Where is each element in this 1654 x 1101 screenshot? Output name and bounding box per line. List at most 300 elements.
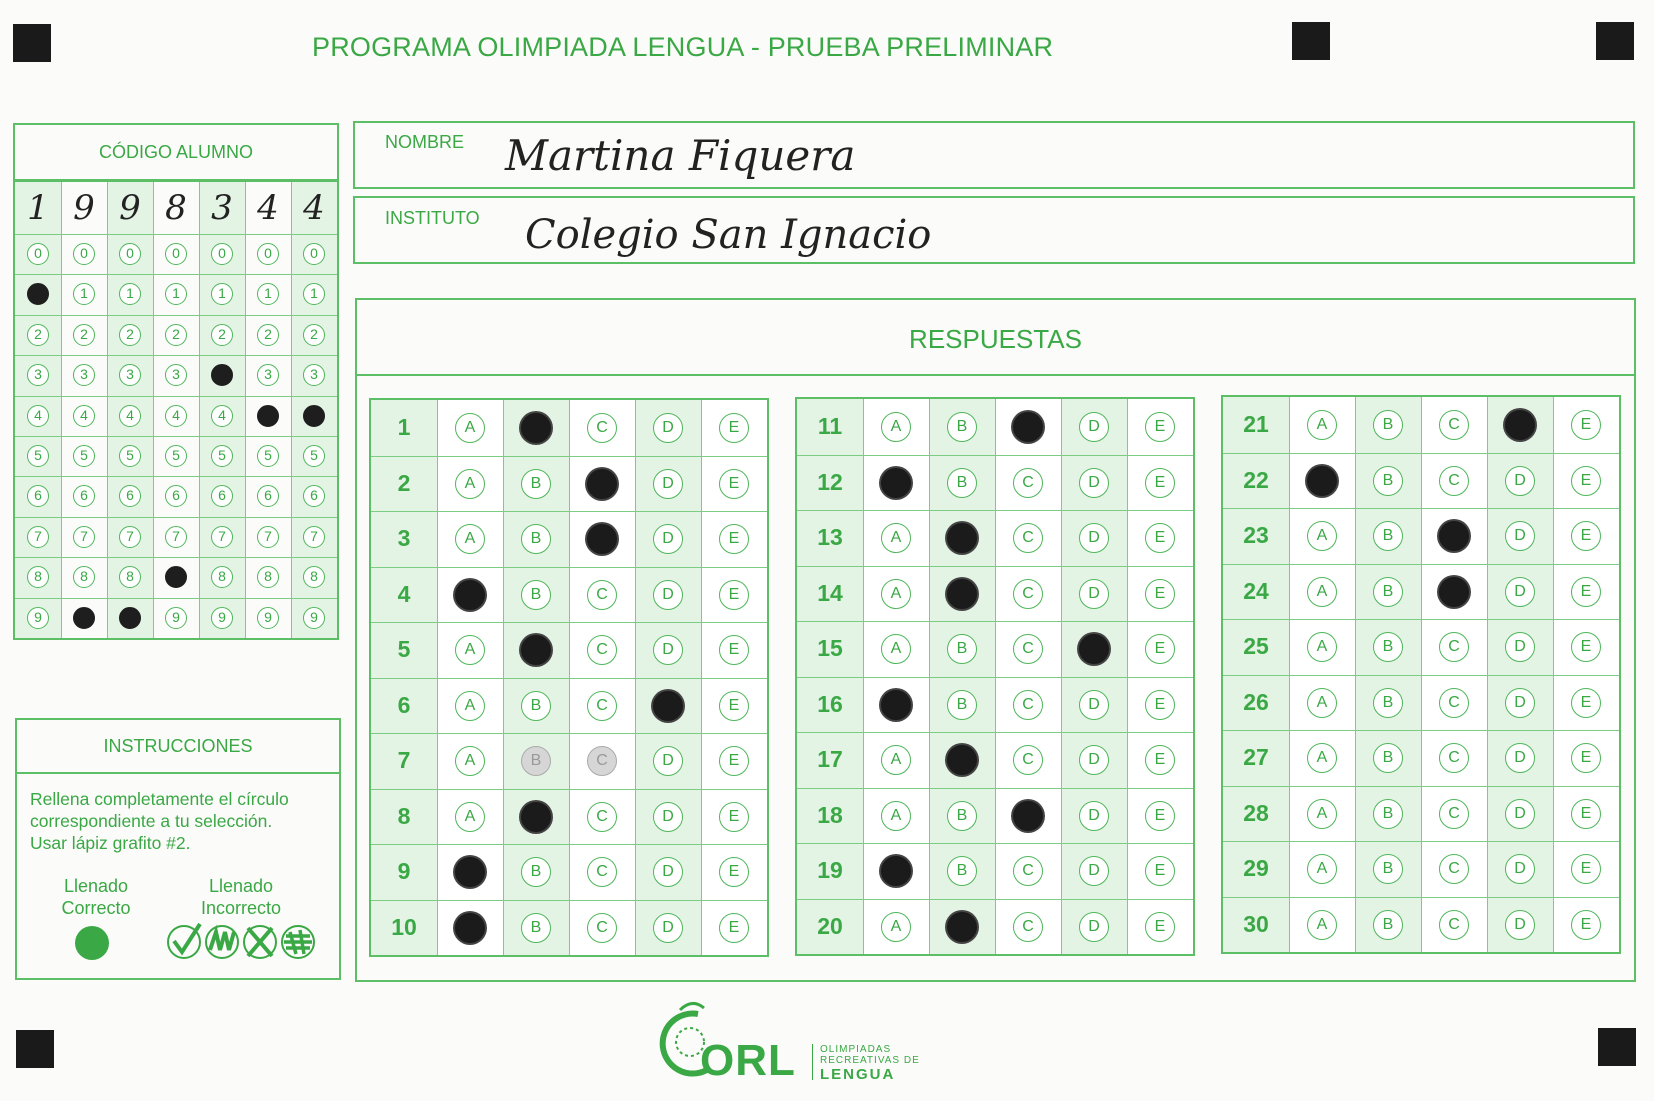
option-bubble-c[interactable]: C xyxy=(587,635,617,665)
code-bubble[interactable]: 0 xyxy=(165,243,187,265)
answer-cell xyxy=(1355,508,1421,564)
option-bubble-b[interactable] xyxy=(947,523,977,553)
option-bubble-d[interactable]: D xyxy=(1505,521,1535,551)
code-column xyxy=(199,182,245,638)
option-bubble-e[interactable]: E xyxy=(1145,634,1175,664)
code-bubble[interactable]: 2 xyxy=(303,324,325,346)
option-bubble-a[interactable]: A xyxy=(881,579,911,609)
option-bubble-a[interactable] xyxy=(1307,466,1337,496)
code-bubble[interactable] xyxy=(211,364,233,386)
option-bubble-d[interactable]: D xyxy=(653,857,683,887)
code-bubble[interactable]: 8 xyxy=(73,566,95,588)
option-bubble-e[interactable]: E xyxy=(1571,743,1601,773)
option-bubble-b[interactable]: B xyxy=(521,580,551,610)
answer-cell xyxy=(1061,843,1127,899)
question-number: 3 xyxy=(371,511,437,567)
code-bubble[interactable]: 5 xyxy=(73,445,95,467)
grid-line xyxy=(199,182,200,638)
code-bubble[interactable]: 2 xyxy=(73,324,95,346)
option-bubble-d[interactable]: D xyxy=(653,802,683,832)
instructions-line: correspondiente a tu selección. xyxy=(30,811,273,831)
code-bubble[interactable]: 5 xyxy=(303,445,325,467)
option-bubble-e[interactable]: E xyxy=(1571,910,1601,940)
grid-line xyxy=(61,182,62,638)
option-bubble-b[interactable]: B xyxy=(521,691,551,721)
answer-cell xyxy=(1355,841,1421,897)
option-bubble-b[interactable] xyxy=(947,912,977,942)
code-bubble[interactable]: 3 xyxy=(119,364,141,386)
question-number: 17 xyxy=(797,732,863,788)
option-bubble-c[interactable]: C xyxy=(1439,854,1469,884)
code-bubble[interactable]: 6 xyxy=(257,485,279,507)
option-bubble-b[interactable]: B xyxy=(521,469,551,499)
option-bubble-c[interactable] xyxy=(1439,521,1469,551)
option-bubble-b[interactable] xyxy=(521,413,551,443)
code-bubble[interactable]: 8 xyxy=(257,566,279,588)
option-bubble-c[interactable]: C xyxy=(1013,745,1043,775)
option-bubble-d[interactable]: D xyxy=(1505,577,1535,607)
answer-cell xyxy=(1421,786,1487,842)
code-bubble[interactable]: 1 xyxy=(211,283,233,305)
option-bubble-a[interactable]: A xyxy=(1307,577,1337,607)
option-bubble-b[interactable]: B xyxy=(521,746,551,776)
code-bubble[interactable]: 5 xyxy=(165,445,187,467)
answer-cell xyxy=(1355,397,1421,453)
question-number: 19 xyxy=(797,843,863,899)
grid-line xyxy=(863,399,864,954)
option-bubble-c[interactable]: C xyxy=(1439,688,1469,718)
code-bubble[interactable]: 7 xyxy=(303,526,325,548)
option-bubble-a[interactable] xyxy=(455,913,485,943)
grid-line xyxy=(503,400,504,955)
answer-cell xyxy=(569,789,635,845)
code-bubble[interactable]: 6 xyxy=(27,485,49,507)
option-bubble-c[interactable]: C xyxy=(587,857,617,887)
option-bubble-e[interactable]: E xyxy=(1571,466,1601,496)
answer-cell xyxy=(1421,397,1487,453)
code-bubble[interactable]: 0 xyxy=(27,243,49,265)
code-bubble[interactable]: 4 xyxy=(211,405,233,427)
option-bubble-e[interactable]: E xyxy=(1145,912,1175,942)
option-bubble-a[interactable]: A xyxy=(1307,410,1337,440)
option-bubble-d[interactable]: D xyxy=(653,413,683,443)
code-bubble[interactable]: 1 xyxy=(165,283,187,305)
option-bubble-d[interactable]: D xyxy=(653,913,683,943)
code-bubble[interactable]: 7 xyxy=(165,526,187,548)
option-bubble-d[interactable]: D xyxy=(1505,854,1535,884)
option-bubble-c[interactable]: C xyxy=(1439,799,1469,829)
option-bubble-c[interactable]: C xyxy=(587,802,617,832)
option-bubble-c[interactable]: C xyxy=(587,580,617,610)
option-bubble-e[interactable]: E xyxy=(1571,688,1601,718)
option-bubble-d[interactable]: D xyxy=(1079,856,1109,886)
code-bubble[interactable]: 9 xyxy=(165,607,187,629)
option-bubble-a[interactable]: A xyxy=(455,469,485,499)
answer-cell xyxy=(635,456,701,512)
option-bubble-b[interactable] xyxy=(947,745,977,775)
code-bubble[interactable]: 1 xyxy=(73,283,95,305)
option-bubble-b[interactable]: B xyxy=(1373,410,1403,440)
option-bubble-e[interactable]: E xyxy=(1145,523,1175,553)
option-bubble-d[interactable]: D xyxy=(1079,745,1109,775)
option-bubble-b[interactable]: B xyxy=(1373,910,1403,940)
option-bubble-c[interactable]: C xyxy=(587,413,617,443)
code-bubble[interactable]: 0 xyxy=(257,243,279,265)
answer-cell xyxy=(1127,455,1193,511)
logo-line2: RECREATIVAS DE xyxy=(820,1055,920,1066)
option-bubble-b[interactable] xyxy=(947,579,977,609)
option-bubble-e[interactable]: E xyxy=(719,746,749,776)
code-bubble[interactable]: 8 xyxy=(27,566,49,588)
question-number: 7 xyxy=(371,733,437,789)
option-bubble-d[interactable]: D xyxy=(1505,743,1535,773)
answer-cell xyxy=(929,677,995,733)
grid-line xyxy=(1289,397,1290,952)
option-bubble-d[interactable]: D xyxy=(1505,632,1535,662)
option-bubble-d[interactable]: D xyxy=(653,635,683,665)
code-bubble[interactable]: 7 xyxy=(73,526,95,548)
option-bubble-a[interactable]: A xyxy=(881,745,911,775)
option-bubble-e[interactable]: E xyxy=(719,691,749,721)
option-bubble-a[interactable]: A xyxy=(1307,854,1337,884)
option-bubble-b[interactable]: B xyxy=(1373,799,1403,829)
option-bubble-c[interactable]: C xyxy=(1013,634,1043,664)
answer-cell xyxy=(1421,897,1487,953)
code-bubble[interactable] xyxy=(73,607,95,629)
code-bubble[interactable]: 1 xyxy=(257,283,279,305)
option-bubble-d[interactable]: D xyxy=(1505,688,1535,718)
answer-cell xyxy=(1487,897,1553,953)
option-bubble-b[interactable]: B xyxy=(1373,743,1403,773)
option-bubble-e[interactable]: E xyxy=(719,635,749,665)
code-bubble[interactable]: 2 xyxy=(257,324,279,346)
option-bubble-b[interactable]: B xyxy=(521,913,551,943)
code-bubble[interactable]: 3 xyxy=(27,364,49,386)
option-bubble-c[interactable]: C xyxy=(1439,743,1469,773)
code-bubble[interactable]: 7 xyxy=(27,526,49,548)
option-bubble-e[interactable]: E xyxy=(1571,521,1601,551)
registration-mark xyxy=(1292,22,1330,60)
grid-line xyxy=(15,234,337,235)
code-bubble[interactable]: 7 xyxy=(119,526,141,548)
incorrect-label-line: Incorrecto xyxy=(200,898,282,918)
option-bubble-d[interactable] xyxy=(653,691,683,721)
code-bubble[interactable]: 7 xyxy=(257,526,279,548)
code-bubble[interactable]: 8 xyxy=(211,566,233,588)
option-bubble-d[interactable]: D xyxy=(1505,466,1535,496)
option-bubble-d[interactable]: D xyxy=(1505,799,1535,829)
answer-cell xyxy=(569,733,635,789)
option-bubble-c[interactable]: C xyxy=(1013,856,1043,886)
option-bubble-d[interactable]: D xyxy=(653,746,683,776)
option-bubble-e[interactable]: E xyxy=(719,857,749,887)
option-bubble-a[interactable] xyxy=(455,580,485,610)
option-bubble-e[interactable]: E xyxy=(1145,468,1175,498)
option-bubble-e[interactable]: E xyxy=(1145,801,1175,831)
logo-line1: OLIMPIADAS xyxy=(820,1044,892,1055)
option-bubble-c[interactable]: C xyxy=(1439,910,1469,940)
option-bubble-e[interactable]: E xyxy=(1571,632,1601,662)
code-header-box xyxy=(13,123,339,181)
answers-label: RESPUESTAS xyxy=(909,324,1082,354)
option-bubble-c[interactable]: C xyxy=(587,691,617,721)
code-column xyxy=(291,182,337,638)
option-bubble-d[interactable] xyxy=(1079,634,1109,664)
code-bubble[interactable] xyxy=(165,566,187,588)
answer-cell xyxy=(569,456,635,512)
option-bubble-e[interactable]: E xyxy=(719,469,749,499)
option-bubble-a[interactable] xyxy=(455,857,485,887)
answer-cell xyxy=(569,511,635,567)
option-bubble-b[interactable]: B xyxy=(947,634,977,664)
code-bubble[interactable]: 4 xyxy=(27,405,49,427)
option-bubble-e[interactable]: E xyxy=(1571,410,1601,440)
option-bubble-a[interactable]: A xyxy=(881,634,911,664)
code-bubble[interactable]: 3 xyxy=(303,364,325,386)
option-bubble-e[interactable]: E xyxy=(719,413,749,443)
name-field[interactable] xyxy=(353,121,1635,189)
answer-cell xyxy=(1553,564,1619,620)
option-bubble-e[interactable]: E xyxy=(719,580,749,610)
code-bubble[interactable]: 4 xyxy=(73,405,95,427)
option-bubble-a[interactable]: A xyxy=(455,802,485,832)
answer-cell xyxy=(701,678,767,734)
option-bubble-d[interactable]: D xyxy=(1505,910,1535,940)
option-bubble-a[interactable]: A xyxy=(1307,632,1337,662)
option-bubble-a[interactable]: A xyxy=(881,523,911,553)
code-bubble[interactable]: 1 xyxy=(303,283,325,305)
answer-cell xyxy=(569,567,635,623)
answer-cell xyxy=(1487,453,1553,509)
code-bubble[interactable]: 2 xyxy=(119,324,141,346)
code-bubble[interactable]: 6 xyxy=(73,485,95,507)
option-bubble-b[interactable]: B xyxy=(947,468,977,498)
option-bubble-c[interactable]: C xyxy=(1439,466,1469,496)
code-bubble[interactable]: 9 xyxy=(211,607,233,629)
answer-cell xyxy=(437,511,503,567)
option-bubble-b[interactable]: B xyxy=(521,524,551,554)
option-bubble-b[interactable]: B xyxy=(521,857,551,887)
option-bubble-d[interactable]: D xyxy=(1079,912,1109,942)
question-number: 26 xyxy=(1223,675,1289,731)
code-column xyxy=(153,182,199,638)
code-bubble[interactable]: 5 xyxy=(27,445,49,467)
option-bubble-c[interactable] xyxy=(587,524,617,554)
answer-cell xyxy=(995,510,1061,566)
option-bubble-b[interactable] xyxy=(521,802,551,832)
code-digit: 1 xyxy=(27,188,49,228)
code-bubble[interactable]: 6 xyxy=(211,485,233,507)
partial-fill-icon xyxy=(282,926,314,958)
option-bubble-e[interactable]: E xyxy=(1145,579,1175,609)
option-bubble-b[interactable]: B xyxy=(1373,521,1403,551)
option-bubble-a[interactable]: A xyxy=(1307,799,1337,829)
grid-line xyxy=(1061,399,1062,954)
answer-cell xyxy=(1421,675,1487,731)
option-bubble-b[interactable]: B xyxy=(947,801,977,831)
code-bubble[interactable]: 8 xyxy=(119,566,141,588)
code-bubble[interactable]: 0 xyxy=(211,243,233,265)
option-bubble-b[interactable]: B xyxy=(1373,466,1403,496)
option-bubble-c[interactable]: C xyxy=(1013,468,1043,498)
option-bubble-d[interactable]: D xyxy=(653,580,683,610)
grid-line xyxy=(291,182,292,638)
code-bubble[interactable]: 6 xyxy=(303,485,325,507)
answer-cell xyxy=(1127,510,1193,566)
code-bubble[interactable]: 0 xyxy=(73,243,95,265)
option-bubble-a[interactable]: A xyxy=(1307,743,1337,773)
option-bubble-a[interactable]: A xyxy=(455,524,485,554)
answer-cell xyxy=(1553,453,1619,509)
code-bubble[interactable]: 7 xyxy=(211,526,233,548)
option-bubble-a[interactable]: A xyxy=(881,912,911,942)
option-bubble-c[interactable]: C xyxy=(1439,632,1469,662)
option-bubble-a[interactable] xyxy=(881,690,911,720)
option-bubble-c[interactable]: C xyxy=(1439,410,1469,440)
answer-cell xyxy=(929,621,995,677)
option-bubble-b[interactable]: B xyxy=(1373,688,1403,718)
answer-cell xyxy=(1061,788,1127,844)
option-bubble-d[interactable]: D xyxy=(1079,690,1109,720)
code-bubble[interactable]: 4 xyxy=(165,405,187,427)
code-bubble[interactable]: 0 xyxy=(119,243,141,265)
option-bubble-d[interactable]: D xyxy=(1079,412,1109,442)
option-bubble-d[interactable] xyxy=(1505,410,1535,440)
option-bubble-d[interactable]: D xyxy=(1079,523,1109,553)
code-column xyxy=(245,182,291,638)
option-bubble-b[interactable]: B xyxy=(1373,854,1403,884)
option-bubble-a[interactable]: A xyxy=(1307,910,1337,940)
option-bubble-a[interactable]: A xyxy=(881,801,911,831)
code-bubble[interactable]: 5 xyxy=(257,445,279,467)
answer-cell xyxy=(503,789,569,845)
code-bubble[interactable]: 2 xyxy=(165,324,187,346)
school-field[interactable] xyxy=(353,196,1635,264)
option-bubble-e[interactable]: E xyxy=(1145,745,1175,775)
grid-line xyxy=(245,182,246,638)
option-bubble-d[interactable]: D xyxy=(653,524,683,554)
option-bubble-a[interactable]: A xyxy=(881,412,911,442)
code-bubble[interactable]: 5 xyxy=(119,445,141,467)
option-bubble-a[interactable] xyxy=(881,856,911,886)
option-bubble-e[interactable]: E xyxy=(719,524,749,554)
option-bubble-a[interactable]: A xyxy=(455,635,485,665)
instructions-line: Rellena completamente el círculo xyxy=(30,789,289,809)
option-bubble-c[interactable]: C xyxy=(1013,912,1043,942)
option-bubble-b[interactable]: B xyxy=(947,690,977,720)
option-bubble-c[interactable]: C xyxy=(587,746,617,776)
answer-cell xyxy=(701,511,767,567)
option-bubble-b[interactable]: B xyxy=(947,856,977,886)
code-digit: 9 xyxy=(73,188,95,228)
option-bubble-c[interactable]: C xyxy=(1013,579,1043,609)
grid-line xyxy=(15,517,337,518)
option-bubble-d[interactable]: D xyxy=(1079,579,1109,609)
grid-line xyxy=(107,182,108,638)
option-bubble-c[interactable]: C xyxy=(1013,690,1043,720)
option-bubble-e[interactable]: E xyxy=(1145,412,1175,442)
correct-fill-label xyxy=(54,875,138,919)
option-bubble-a[interactable]: A xyxy=(455,746,485,776)
option-bubble-e[interactable]: E xyxy=(1145,690,1175,720)
code-bubble[interactable] xyxy=(303,405,325,427)
option-bubble-d[interactable]: D xyxy=(653,469,683,499)
answer-cell xyxy=(1355,453,1421,509)
option-bubble-e[interactable]: E xyxy=(1571,854,1601,884)
code-bubble[interactable]: 0 xyxy=(303,243,325,265)
option-bubble-e[interactable]: E xyxy=(1571,577,1601,607)
grid-line xyxy=(1421,397,1422,952)
logo-divider xyxy=(812,1044,813,1080)
code-bubble[interactable]: 3 xyxy=(165,364,187,386)
correct-label-line: Llenado xyxy=(63,876,129,896)
answer-cell xyxy=(863,843,929,899)
option-bubble-e[interactable]: E xyxy=(719,802,749,832)
option-bubble-e[interactable]: E xyxy=(719,913,749,943)
code-bubble[interactable]: 2 xyxy=(211,324,233,346)
option-bubble-c[interactable] xyxy=(1013,801,1043,831)
option-bubble-c[interactable] xyxy=(1439,577,1469,607)
option-bubble-a[interactable] xyxy=(881,468,911,498)
code-bubble[interactable]: 3 xyxy=(257,364,279,386)
code-bubble[interactable]: 8 xyxy=(303,566,325,588)
code-bubble[interactable]: 6 xyxy=(119,485,141,507)
code-bubble[interactable]: 9 xyxy=(303,607,325,629)
answer-cell xyxy=(437,400,503,456)
answer-cell xyxy=(503,456,569,512)
answer-cell xyxy=(635,844,701,900)
answer-cell xyxy=(1289,619,1355,675)
code-bubble[interactable] xyxy=(119,607,141,629)
code-bubble[interactable]: 1 xyxy=(119,283,141,305)
answer-cell xyxy=(995,677,1061,733)
question-number: 11 xyxy=(797,399,863,455)
code-bubble[interactable]: 3 xyxy=(73,364,95,386)
option-bubble-b[interactable]: B xyxy=(947,412,977,442)
code-bubble[interactable]: 5 xyxy=(211,445,233,467)
code-bubble[interactable] xyxy=(257,405,279,427)
answer-cell xyxy=(1421,841,1487,897)
option-bubble-d[interactable]: D xyxy=(1079,801,1109,831)
option-bubble-a[interactable]: A xyxy=(455,413,485,443)
code-bubble[interactable]: 2 xyxy=(27,324,49,346)
option-bubble-c[interactable] xyxy=(1013,412,1043,442)
option-bubble-e[interactable]: E xyxy=(1571,799,1601,829)
answer-cell xyxy=(635,622,701,678)
option-bubble-b[interactable]: B xyxy=(1373,632,1403,662)
option-bubble-b[interactable]: B xyxy=(1373,577,1403,607)
answer-cell xyxy=(1127,566,1193,622)
option-bubble-b[interactable] xyxy=(521,635,551,665)
option-bubble-d[interactable]: D xyxy=(1079,468,1109,498)
code-bubble[interactable]: 6 xyxy=(165,485,187,507)
option-bubble-a[interactable]: A xyxy=(455,691,485,721)
code-bubble[interactable]: 9 xyxy=(27,607,49,629)
option-bubble-e[interactable]: E xyxy=(1145,856,1175,886)
code-bubble[interactable]: 9 xyxy=(257,607,279,629)
code-bubble[interactable] xyxy=(27,283,49,305)
registration-mark xyxy=(13,24,51,62)
option-bubble-a[interactable]: A xyxy=(1307,688,1337,718)
option-bubble-c[interactable] xyxy=(587,469,617,499)
answer-cell xyxy=(1127,899,1193,955)
answer-cell xyxy=(503,511,569,567)
answer-cell xyxy=(1355,564,1421,620)
option-bubble-c[interactable]: C xyxy=(1013,523,1043,553)
code-bubble[interactable]: 4 xyxy=(119,405,141,427)
option-bubble-a[interactable]: A xyxy=(1307,521,1337,551)
option-bubble-c[interactable]: C xyxy=(587,913,617,943)
